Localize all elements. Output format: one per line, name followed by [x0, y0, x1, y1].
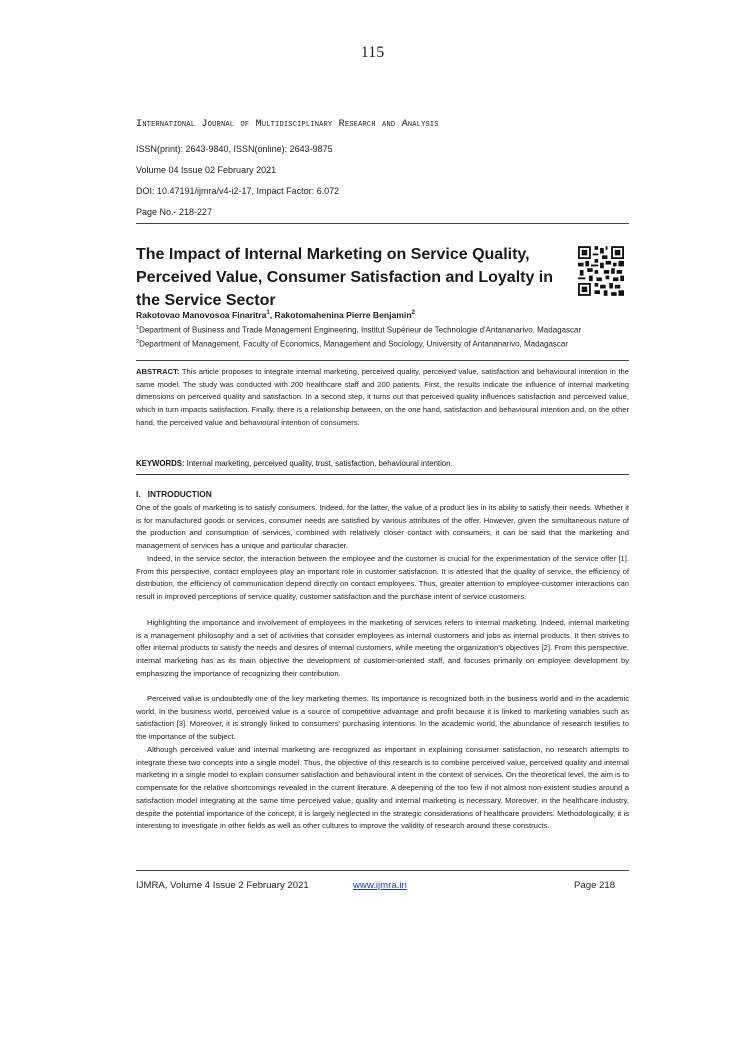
abstract-top-divider: [136, 360, 629, 361]
author-1-affiliation-mark: 1: [266, 310, 270, 317]
footer-website-link[interactable]: www.ijmra.in: [353, 880, 407, 891]
footer-divider: [136, 870, 629, 871]
abstract: [136, 366, 629, 430]
intro-paragraph-2: Indeed, in the service sector, the interaction between the employee and the customer is crucial for the experimentation of the service offer [1]. From this perspective, contact employees play an important role in customer satisfaction. It is attested that the quality of service, the efficiency of distribution, the efficiency of communication depend directly on contact employees. Thus, greater attention to employee-customer interactions can result in improved perceptions of service quality, customer satisfaction and the purchase intent of service customers.: [136, 554, 629, 602]
intro-paragraph-5: Although perceived value and internal marketing are recognized as important in explaining consumer satisfaction, no research attempts to integrate these two concepts into a single model. Thus, the objective of this research is to combine perceived value, perceived quality and internal marketing in a single model to explain consumer satisfaction and behavioural intent in the context of services. On the theoretical level, the aim is to compensate for the relative shortcomings revealed in the current literature. A deepening of the too few if not almost non-existent studies around a satisfaction model integrating at the same time perceived value, quality and internal marketing is necessary. Moreover, in the healthcare industry, despite the potential importance of the concept, it is largely neglected in the strategic considerations of healthcare providers. Methodologically, it is interesting to investigate in other fields as well as other cultures to improve the validity of research around these constructs.: [136, 745, 629, 831]
author-separator: ,: [269, 310, 275, 320]
keywords: [136, 459, 629, 468]
author-2-affiliation-mark: 2: [411, 310, 415, 317]
header-divider: [136, 223, 629, 224]
intro-paragraph-4: Perceived value is undoubtedly one of the key marketing themes. Its importance is recognized both in the business world and in the academic world. In the business world, perceived value is a source of competitive advantage and profit because it is linked to marketing variables such as satisfaction [3]. Moreover, it is strongly linked to consumers' purchasing intentions. In the academic world, the abundance of research testifies to the importance of the subject.: [136, 694, 629, 742]
affiliation-1-text: Department of Business and Trade Management Engineering, Institut Supérieur de Technologie d'Antananarivo, Madagascar: [139, 325, 582, 335]
doi-line: DOI: 10.47191/ijmra/v4-i2-17, Impact Factor: 6.072: [136, 186, 340, 196]
abstract-text: This article proposes to integrate internal marketing, perceived quality, perceived value, satisfaction and behavioural intention in the same model. The study was conducted with 200 healthcare staff and 200 patients. First, the results indicate the influence of internal marketing dimensions on perceived quality and satisfaction. In a second step, it turns out that perceived quality influences satisfaction and perceived value, which in turn impacts satisfaction. Finally, there is a relationship between, on the one hand, satisfaction and behavioural intention and, on the other hand, the perceived value and behavioural intention of consumers.: [136, 367, 629, 427]
journal-name: International Journal of Multidisciplinary Research and Analysis: [136, 119, 439, 130]
keywords-label: KEYWORDS:: [136, 459, 185, 468]
author-2: Rakotomahenina Pierre Benjamin: [274, 310, 412, 320]
intro-paragraph-3: Highlighting the importance and involvement of employees in the marketing of services refers to internal marketing. Indeed, internal marketing is a management philosophy and a set of activities that consider employees as internal customers and jobs as internal products. It then strives to offer internal products to satisfy the needs and desires of internal customers, while meeting the organization's objectives [2]. From this perspective, internal marketing has as its main objective the development of customer-oriented staff, and focuses primarily on employee development by emphasizing the importance of recognizing their contribution.: [136, 618, 629, 678]
authors-line: [136, 310, 415, 320]
section-heading: I. INTRODUCTION: [136, 489, 212, 499]
keywords-divider: [136, 474, 629, 475]
qr-code-icon: [578, 246, 624, 296]
volume-line: Volume 04 Issue 02 February 2021: [136, 165, 277, 175]
keywords-text: Internal marketing, perceived quality, trust, satisfaction, behavioural intention.: [184, 459, 453, 468]
abstract-label: ABSTRACT:: [136, 367, 180, 376]
issn-line: ISSN(print): 2643-9840, ISSN(online): 2643-9875: [136, 144, 333, 154]
affiliation-2: [136, 339, 568, 349]
pages-line: Page No.- 218-227: [136, 207, 213, 217]
footer-journal-info: IJMRA, Volume 4 Issue 2 February 2021: [136, 880, 309, 891]
author-1: Rakotovao Manovosoa Finaritra: [136, 310, 267, 320]
article-title: The Impact of Internal Marketing on Service Quality, Perceived Value, Consumer Satisfaction and Loyalty in the Service Sector: [136, 246, 554, 309]
affiliation-1-mark: 1: [136, 325, 140, 331]
page-number-top: 115: [360, 44, 385, 61]
affiliation-2-text: Department of Management, Faculty of Economics, Management and Sociology, University of Antananarivo, Madagascar: [139, 339, 569, 349]
footer-page-number: Page 218: [574, 880, 616, 891]
affiliation-1: [136, 325, 581, 335]
affiliation-2-mark: 2: [136, 339, 140, 345]
intro-paragraph-1: One of the goals of marketing is to satisfy consumers. Indeed, for the latter, the value of a product lies in its ability to satisfy their needs. Whether it is for manufactured goods or services, consumer needs are satisfied by various attributes of the offer. However, given the simultaneous nature of the production and consumption of services, combined with relatively closer contact with consumers, it can be said that the marketing and management of services has a unique and particular character.: [136, 503, 629, 551]
